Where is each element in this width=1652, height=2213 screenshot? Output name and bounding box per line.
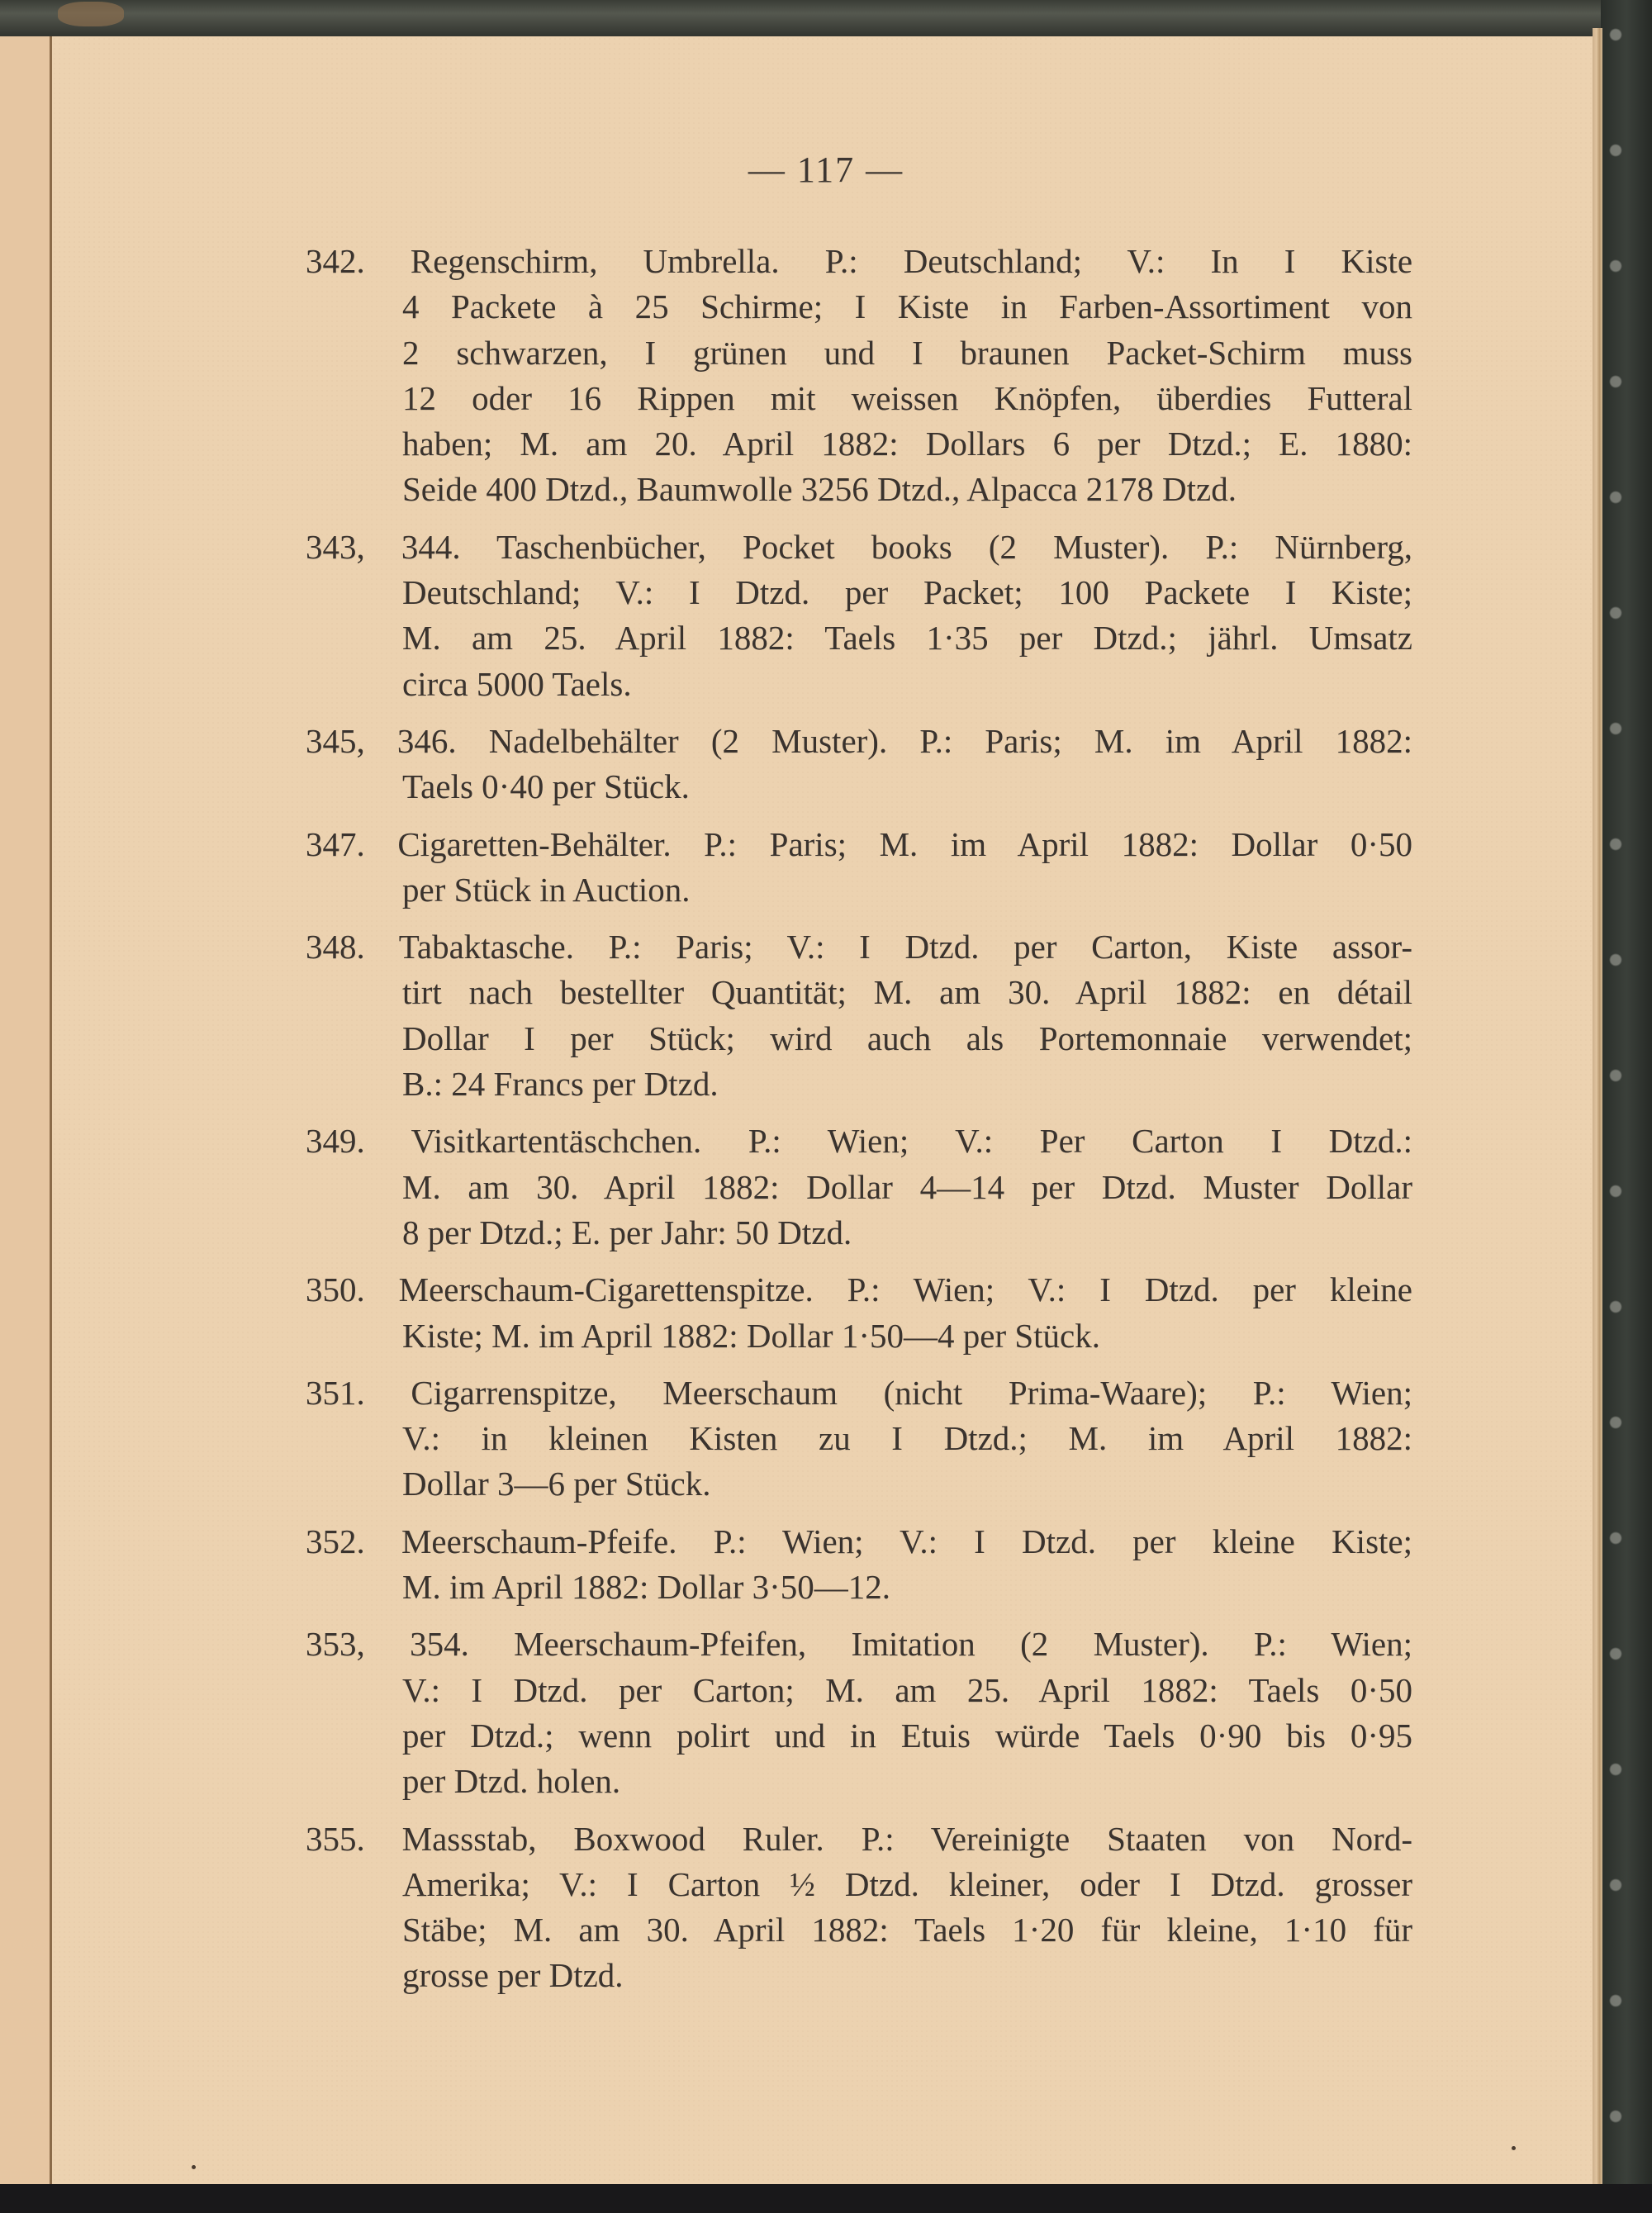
entry-line: V.: I Dtzd. per Carton; M. am 25. April 1882: Taels 0·50 xyxy=(402,1670,1412,1709)
entry-number: 350. xyxy=(306,1270,399,1309)
entry-line: Dollar 3—6 per Stück. xyxy=(402,1465,711,1503)
entry-text: Visitkartentäschchen. P.: Wien; V.: Per Carton I Dtzd.: xyxy=(411,1122,1412,1161)
entry-number: 342. xyxy=(306,242,411,280)
entry-first-line xyxy=(306,822,1412,867)
entry-number: 352. xyxy=(306,1522,401,1560)
entry-line: Stäbe; M. am 30. April 1882: Taels 1·20 für kleine, 1·10 für xyxy=(402,1911,1412,1949)
catalog-entry xyxy=(306,239,1412,513)
catalog-entry xyxy=(306,525,1412,707)
entry-line: circa 5000 Taels. xyxy=(402,664,632,703)
entry-number: 355. xyxy=(306,1819,402,1858)
catalog-entry xyxy=(306,822,1412,914)
catalog-entry xyxy=(306,1519,1412,1611)
paper-speck xyxy=(192,2165,196,2169)
entry-number: 351. xyxy=(306,1373,411,1412)
entry-line: Deutschland; V.: I Dtzd. per Packet; 100 Packete I Kiste; xyxy=(402,573,1412,612)
entry-number: 353, 354. xyxy=(306,1625,515,1664)
entry-text: Tabaktasche. P.: Paris; V.: I Dtzd. per Carton, Kiste assor- xyxy=(398,928,1412,966)
page-stack-edges xyxy=(1593,28,1602,2184)
entry-number: 348. xyxy=(306,928,399,966)
catalog-entry xyxy=(306,1267,1412,1359)
entry-first-line xyxy=(306,719,1412,764)
entry-text: Massstab, Boxwood Ruler. P.: Vereinigte Staaten von Nord- xyxy=(401,1819,1412,1858)
entry-line: tirt nach bestellter Quantität; M. am 30. April 1882: en détail xyxy=(402,973,1412,1012)
entry-text: Taschenbücher, Pocket books (2 Muster). P.: Nürnberg, xyxy=(496,527,1412,566)
book-cover-right xyxy=(1601,0,1652,2213)
entry-first-line xyxy=(306,1816,1412,1862)
entry-line: M. im April 1882: Dollar 3·50—12. xyxy=(402,1568,891,1607)
entry-first-line xyxy=(306,1267,1412,1313)
entry-number: 343, 344. xyxy=(306,527,497,566)
entry-line: per Dtzd. holen. xyxy=(402,1762,621,1801)
catalog-entries xyxy=(306,239,1412,2011)
entry-line: Dollar I per Stück; wird auch als Portemonnaie verwendet; xyxy=(402,1019,1412,1057)
paper-speck xyxy=(1512,2146,1516,2150)
entry-line: 12 oder 16 Rippen mit weissen Knöpfen, überdies Futteral xyxy=(402,378,1412,417)
catalog-entry xyxy=(306,1370,1412,1508)
entry-line: M. am 30. April 1882: Dollar 4—14 per Dtzd. Muster Dollar xyxy=(402,1167,1412,1206)
entry-line: per Dtzd.; wenn polirt und in Etuis würde Taels 0·90 bis 0·95 xyxy=(402,1716,1412,1755)
entry-line: V.: in kleinen Kisten zu I Dtzd.; M. im April 1882: xyxy=(402,1419,1412,1458)
entry-line: Seide 400 Dtzd., Baumwolle 3256 Dtzd., Alpacca 2178 Dtzd. xyxy=(402,470,1237,509)
book-cover-top xyxy=(0,0,1652,38)
entry-first-line xyxy=(306,1370,1412,1416)
entry-line: Kiste; M. im April 1882: Dollar 1·50—4 per Stück. xyxy=(402,1316,1100,1355)
catalog-entry xyxy=(306,1816,1412,1999)
entry-first-line xyxy=(306,525,1412,570)
entry-first-line xyxy=(306,1519,1412,1565)
entry-first-line xyxy=(306,1622,1412,1667)
entry-first-line xyxy=(306,239,1412,284)
catalog-entry xyxy=(306,1622,1412,1804)
catalog-entry xyxy=(306,1118,1412,1256)
catalog-entry xyxy=(306,719,1412,810)
book-cover-bottom xyxy=(0,2184,1652,2213)
entry-text: Meerschaum-Pfeife. P.: Wien; V.: I Dtzd. per kleine Kiste; xyxy=(401,1522,1413,1560)
page-number: — 117 — xyxy=(748,150,904,190)
entry-line: B.: 24 Francs per Dtzd. xyxy=(402,1065,719,1104)
entry-line: 8 per Dtzd.; E. per Jahr: 50 Dtzd. xyxy=(402,1213,852,1251)
entry-text: Nadelbehälter (2 Muster). P.: Paris; M. im April 1882: xyxy=(488,721,1412,760)
entry-text: Cigaretten-Behälter. P.: Paris; M. im April 1882: Dollar 0·50 xyxy=(397,824,1412,863)
entry-text: Regenschirm, Umbrella. P.: Deutschland; V.: In I Kiste xyxy=(410,242,1413,280)
entry-number: 345, 346. xyxy=(306,721,489,760)
entry-first-line xyxy=(306,924,1412,970)
entry-text: Meerschaum-Pfeifen, Imitation (2 Muster). P.: Wien; xyxy=(514,1625,1412,1664)
entry-text: Cigarrenspitze, Meerschaum (nicht Prima-Waare); P.: Wien; xyxy=(411,1373,1412,1412)
catalog-entry xyxy=(306,924,1412,1107)
entry-line: haben; M. am 20. April 1882: Dollars 6 per Dtzd.; E. 1880: xyxy=(402,425,1412,463)
entry-number: 349. xyxy=(306,1122,411,1161)
entry-number: 347. xyxy=(306,824,398,863)
entry-line: 4 Packete à 25 Schirme; I Kiste in Farben-Assortiment von xyxy=(402,287,1412,326)
entry-line: 2 schwarzen, I grünen und I braunen Packet-Schirm muss xyxy=(402,333,1412,372)
entry-line: per Stück in Auction. xyxy=(402,870,691,909)
previous-page-edge xyxy=(0,36,51,2184)
entry-text: Meerschaum-Cigarettenspitze. P.: Wien; V.: I Dtzd. per kleine xyxy=(398,1270,1413,1309)
entry-line: grosse per Dtzd. xyxy=(402,1956,624,1995)
entry-line: Taels 0·40 per Stück. xyxy=(402,767,690,806)
entry-first-line xyxy=(306,1118,1412,1164)
entry-line: M. am 25. April 1882: Taels 1·35 per Dtzd.; jährl. Umsatz xyxy=(402,619,1412,658)
entry-line: Amerika; V.: I Carton ½ Dtzd. kleiner, oder I Dtzd. grosser xyxy=(402,1864,1412,1903)
